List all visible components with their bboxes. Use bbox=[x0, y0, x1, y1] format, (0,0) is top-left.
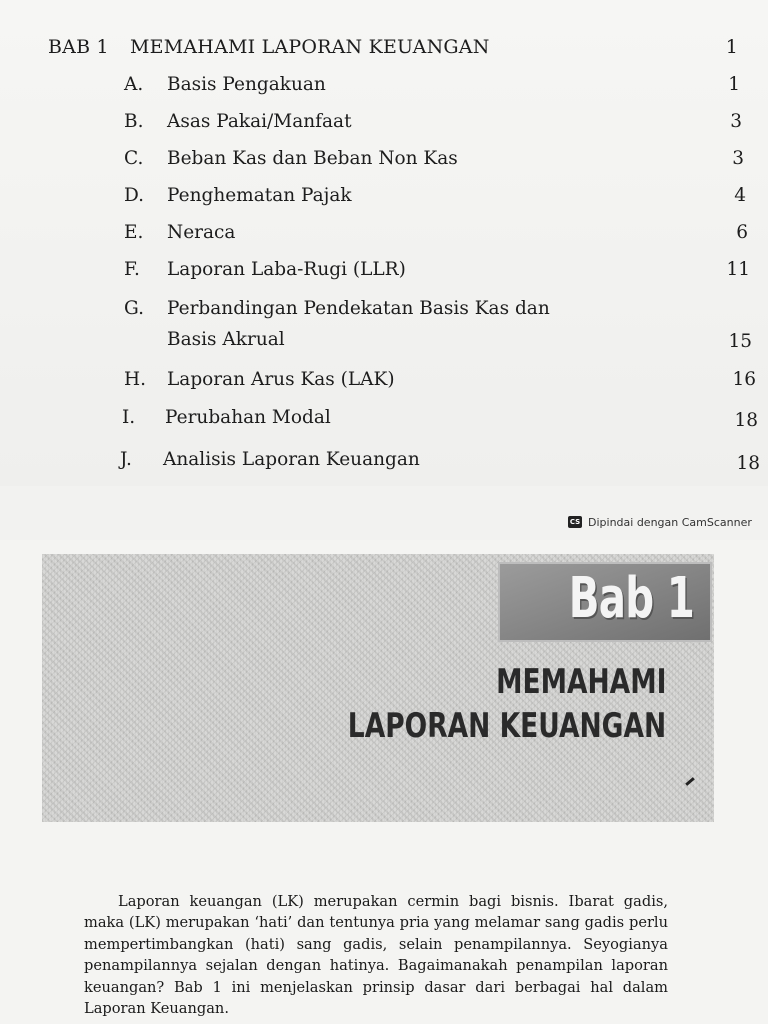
chapter-banner bbox=[42, 554, 714, 822]
toc-item-page: 1 bbox=[728, 74, 740, 95]
camscanner-watermark bbox=[568, 513, 752, 531]
toc-item-page: 11 bbox=[726, 259, 750, 280]
toc-item-title: Neraca bbox=[167, 222, 236, 243]
chapter-heading-line-1: MEMAHAMI bbox=[495, 662, 666, 702]
toc-item-page: 3 bbox=[732, 148, 744, 169]
toc-item-page: 3 bbox=[730, 111, 742, 132]
toc-item-page: 4 bbox=[734, 185, 746, 206]
toc-item-title: Basis Pengakuan bbox=[167, 74, 326, 95]
intro-paragraph: Laporan keuangan (LK) merupakan cermin bagi bisnis. Ibarat gadis, maka (LK) merupakan ‘hati’ dan tentunya pria yang melamar sang gadis perlu mempertimbangkan (hati) sang gadis, selain penampilannya. Seyogianya penampilannya sejalan dengan hatinya. Bagaimanakah penampilan laporan keuangan? Bab 1 ini menjelaskan prinsip dasar dari berbagai hal dalam Laporan Keuangan. bbox=[84, 892, 668, 1018]
toc-item-page: 18 bbox=[736, 453, 760, 474]
toc-item-title-continued: Basis Akrual bbox=[167, 329, 285, 350]
table-of-contents-page bbox=[0, 0, 768, 486]
toc-item-page: 18 bbox=[734, 410, 758, 431]
toc-item-title: Laporan Laba-Rugi (LLR) bbox=[167, 259, 406, 280]
toc-item-title: Beban Kas dan Beban Non Kas bbox=[167, 148, 458, 169]
chapter-page-number: 1 bbox=[725, 36, 738, 58]
toc-item-letter: J. bbox=[120, 449, 132, 470]
chapter-number: BAB 1 bbox=[48, 36, 109, 58]
toc-item-letter: H. bbox=[124, 369, 147, 390]
chapter-opening-page bbox=[0, 540, 768, 1024]
bab-badge bbox=[498, 562, 712, 642]
toc-item-title: Penghematan Pajak bbox=[167, 185, 352, 206]
toc-item-title: Laporan Arus Kas (LAK) bbox=[167, 369, 395, 390]
toc-item-title: Analisis Laporan Keuangan bbox=[163, 449, 420, 470]
toc-chapter-row bbox=[48, 36, 748, 64]
toc-item-title: Perbandingan Pendekatan Basis Kas dan bbox=[167, 298, 550, 319]
toc-item-title: Asas Pakai/Manfaat bbox=[167, 111, 352, 132]
pen-mark bbox=[685, 777, 695, 786]
toc-item-letter: B. bbox=[124, 111, 144, 132]
toc-item-letter: F. bbox=[124, 259, 140, 280]
toc-item-page: 15 bbox=[728, 331, 752, 352]
camscanner-label: Dipindai dengan CamScanner bbox=[588, 515, 752, 529]
toc-item-letter: A. bbox=[124, 74, 144, 95]
toc-item-letter: I. bbox=[122, 407, 136, 428]
bab-label: Bab 1 bbox=[568, 566, 694, 631]
toc-item-letter: E. bbox=[124, 222, 144, 243]
toc-item-page: 6 bbox=[736, 222, 748, 243]
toc-item-letter: D. bbox=[124, 185, 145, 206]
camscanner-logo-icon: CS bbox=[569, 518, 581, 526]
toc-item-page: 16 bbox=[732, 369, 756, 390]
toc-item-letter: C. bbox=[124, 148, 144, 169]
chapter-heading-line-2: LAPORAN KEUANGAN bbox=[347, 706, 666, 746]
toc-item-letter: G. bbox=[124, 298, 144, 319]
chapter-title: MEMAHAMI LAPORAN KEUANGAN bbox=[130, 36, 490, 58]
toc-item-title: Perubahan Modal bbox=[165, 407, 331, 428]
